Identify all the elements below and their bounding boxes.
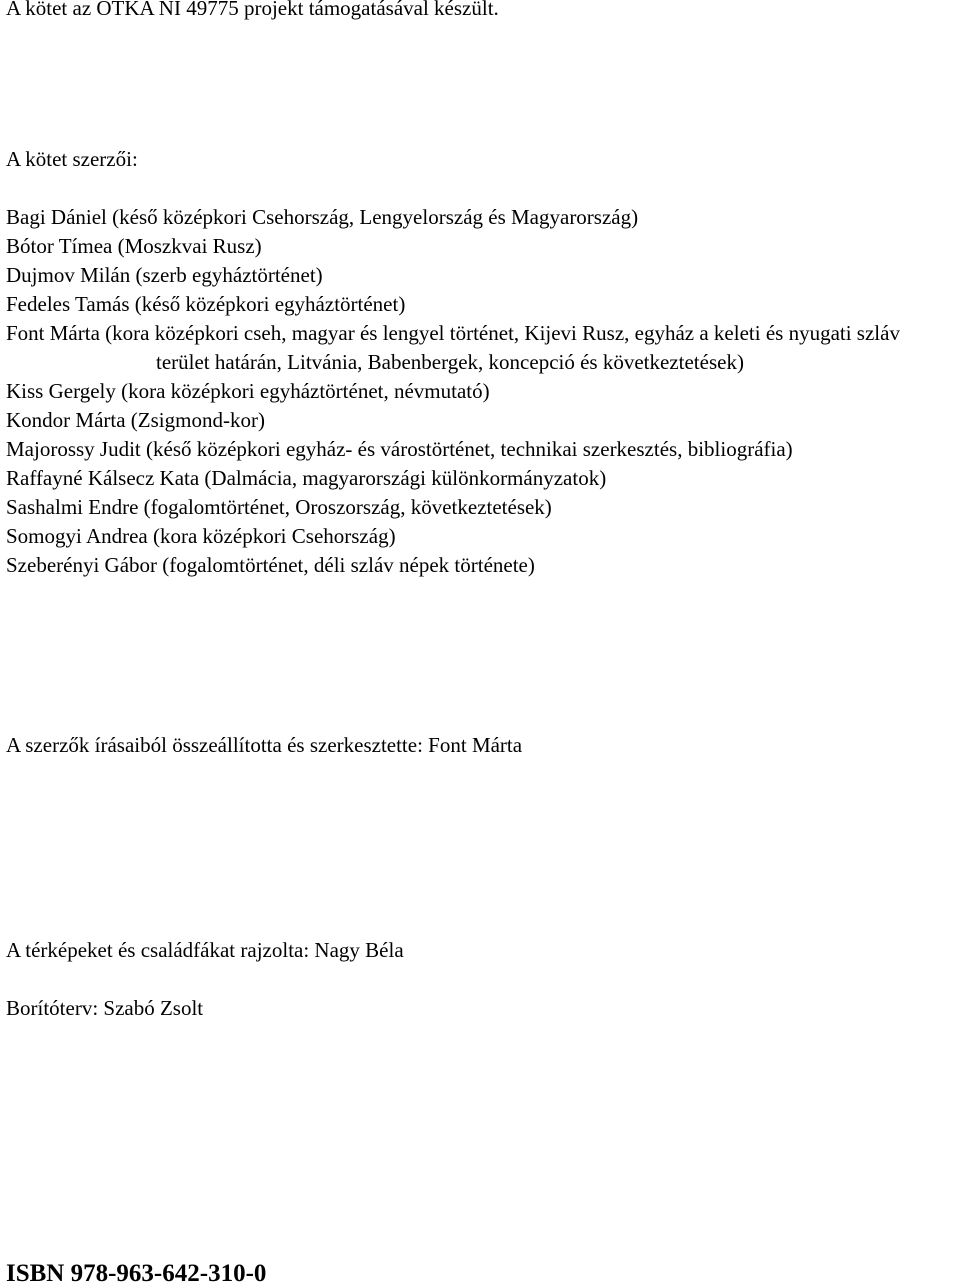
- authors-heading: A kötet szerzői:: [6, 147, 138, 171]
- author-entry: Bótor Tímea (Moszkvai Rusz): [6, 234, 262, 258]
- cover-note: Borítóterv: Szabó Zsolt: [6, 996, 204, 1020]
- isbn: ISBN 978-963-642-310-0: [6, 1260, 267, 1287]
- author-entry: Somogyi Andrea (kora középkori Csehország): [6, 524, 396, 548]
- maps-note: A térképeket és családfákat rajzolta: Nagy Béla: [6, 938, 404, 962]
- author-entry: Kiss Gergely (kora középkori egyháztörténet, névmutató): [6, 379, 490, 403]
- author-entry: Fedeles Tamás (késő középkori egyháztörténet): [6, 292, 406, 316]
- editor-note: A szerzők írásaiból összeállította és szerkesztette: Font Márta: [6, 733, 523, 757]
- support-note: A kötet az OTKA NI 49775 projekt támogatásával készült.: [6, 0, 499, 20]
- authors-list-container: [6, 203, 956, 580]
- author-entry: Font Márta (kora középkori cseh, magyar és lengyel történet, Kijevi Rusz, egyház a keleti és nyugati szláv terület határán, Litvánia, Babenbergek, koncepció és következtetések): [6, 321, 900, 374]
- author-entry: Raffayné Kálsecz Kata (Dalmácia, magyarországi különkormányzatok): [6, 466, 607, 490]
- author-entry: Dujmov Milán (szerb egyháztörténet): [6, 263, 323, 287]
- author-entry: Majorossy Judit (késő középkori egyház- és várostörténet, technikai szerkesztés, bibliográfia): [6, 437, 793, 461]
- authors-list: [6, 203, 956, 580]
- author-entry: Kondor Márta (Zsigmond-kor): [6, 408, 265, 432]
- author-entry: Bagi Dániel (késő középkori Csehország, Lengyelország és Magyarország): [6, 205, 639, 229]
- author-entry: Szeberényi Gábor (fogalomtörténet, déli szláv népek története): [6, 553, 535, 577]
- author-entry: Sashalmi Endre (fogalomtörténet, Oroszország, következtetések): [6, 495, 552, 519]
